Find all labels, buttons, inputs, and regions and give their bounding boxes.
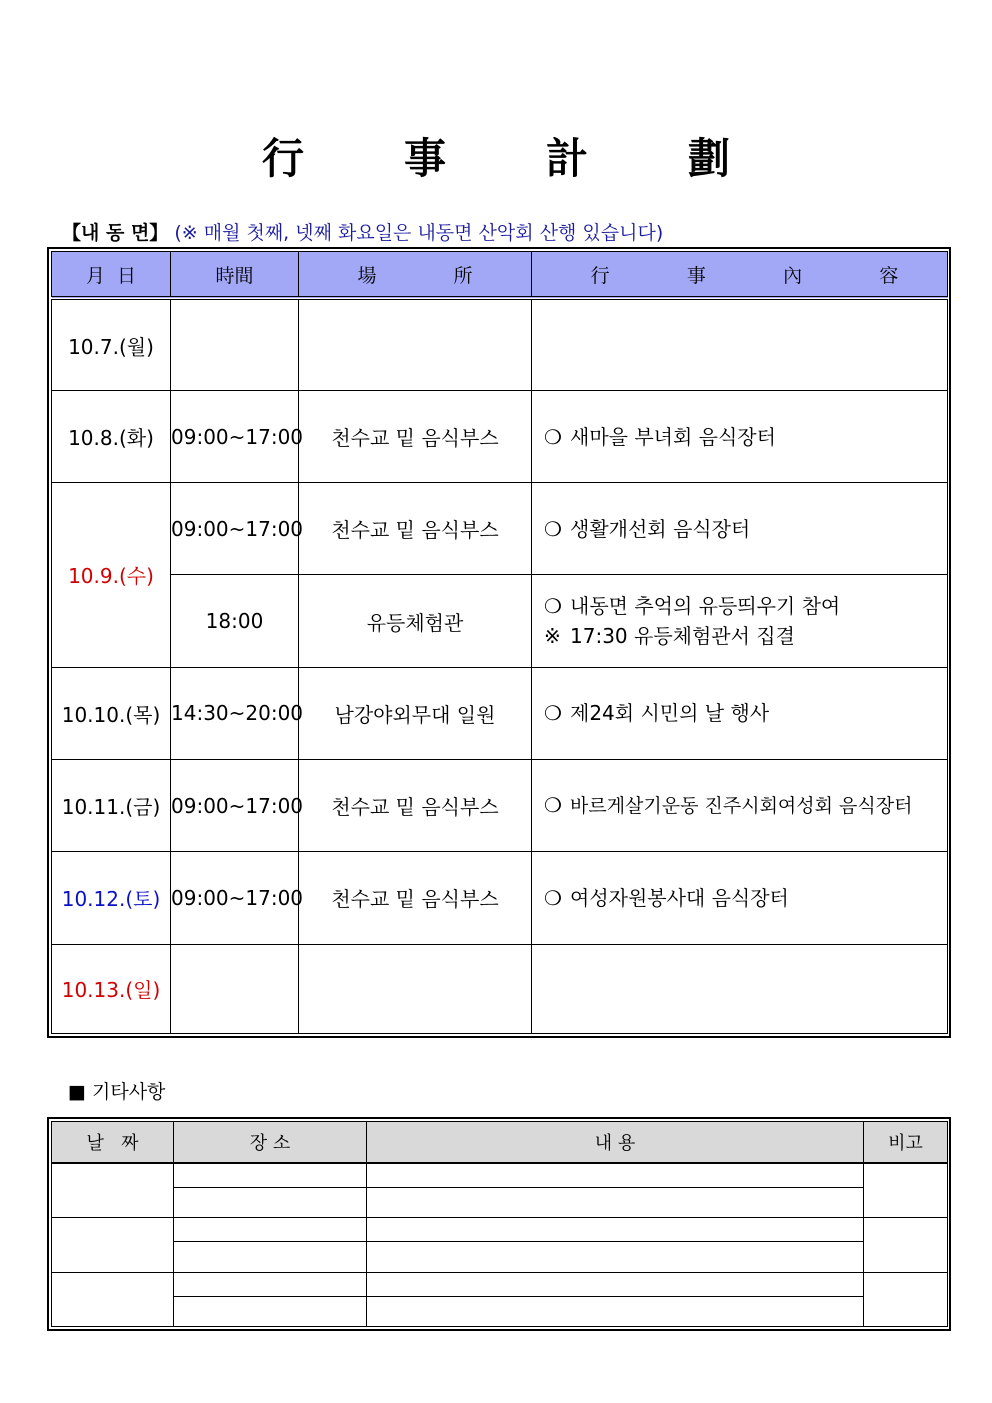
misc-header-note: 비고 xyxy=(864,1122,948,1164)
row-content xyxy=(532,760,948,852)
row-time xyxy=(171,298,299,390)
reference-mark-icon: ※ xyxy=(544,624,561,649)
misc-header-content: 내 용 xyxy=(367,1122,864,1164)
misc-cell-note xyxy=(864,1272,948,1326)
misc-cell-place xyxy=(174,1272,367,1296)
misc-cell-place xyxy=(174,1218,367,1242)
row-place: 유등체험관 xyxy=(299,575,532,667)
title-char: 事 xyxy=(403,134,446,183)
misc-cell-content xyxy=(367,1218,864,1242)
section-note: (※ 매월 첫째, 넷째 화요일은 내동면 산악회 산행 있습니다) xyxy=(174,222,664,244)
title-char: 行 xyxy=(261,134,304,183)
title-char: 劃 xyxy=(688,134,731,183)
misc-header-date: 날 짜 xyxy=(52,1122,174,1164)
row-content xyxy=(532,298,948,390)
table-row xyxy=(52,390,948,482)
table-row xyxy=(52,944,948,1033)
misc-header-row xyxy=(52,1122,948,1164)
row-date: 10.12.(토) xyxy=(52,852,171,944)
schedule-table-frame xyxy=(47,247,951,1038)
table-row xyxy=(52,667,948,759)
circle-bullet-icon: ❍ xyxy=(544,793,562,818)
misc-cell-place xyxy=(174,1242,367,1272)
row-date: 10.10.(목) xyxy=(52,667,171,759)
misc-cell-place xyxy=(174,1296,367,1326)
header-content-char: 事 xyxy=(686,264,706,287)
misc-row xyxy=(52,1218,948,1242)
content-line xyxy=(544,698,947,728)
misc-cell-date xyxy=(52,1218,174,1272)
content-text: 제24회 시민의 날 행사 xyxy=(570,701,770,726)
misc-row xyxy=(52,1296,948,1326)
table-header-row xyxy=(52,252,948,299)
row-time: 09:00~17:00 xyxy=(171,483,299,575)
header-time: 時間 xyxy=(171,252,299,299)
content-line xyxy=(544,514,947,544)
header-place-char: 場 xyxy=(357,264,377,287)
header-place-char: 所 xyxy=(453,264,473,287)
misc-cell-content xyxy=(367,1187,864,1217)
content-text: 여성자원봉사대 음식장터 xyxy=(570,885,789,910)
misc-heading: ■ 기타사항 xyxy=(68,1081,166,1103)
row-date: 10.9.(수) xyxy=(52,483,171,668)
content-line xyxy=(544,621,947,651)
row-time: 09:00~17:00 xyxy=(171,390,299,482)
misc-cell-place xyxy=(174,1187,367,1217)
row-time: 09:00~17:00 xyxy=(171,760,299,852)
misc-table xyxy=(51,1121,948,1327)
row-content xyxy=(532,852,948,944)
content-line xyxy=(544,790,947,821)
circle-bullet-icon: ❍ xyxy=(544,885,562,910)
misc-cell-date xyxy=(52,1272,174,1326)
header-content xyxy=(532,252,948,299)
row-place xyxy=(299,944,532,1033)
circle-bullet-icon: ❍ xyxy=(544,516,562,541)
content-text: 바르게살기운동 진주시회여성회 음식장터 xyxy=(570,795,913,818)
content-line xyxy=(544,422,947,452)
row-time xyxy=(171,944,299,1033)
misc-cell-note xyxy=(864,1218,948,1272)
table-row xyxy=(52,575,948,667)
row-date: 10.7.(월) xyxy=(52,298,171,390)
header-content-char: 行 xyxy=(590,264,610,287)
misc-cell-date xyxy=(52,1163,174,1217)
row-date: 10.8.(화) xyxy=(52,390,171,482)
misc-cell-content xyxy=(367,1272,864,1296)
row-place xyxy=(299,298,532,390)
header-place xyxy=(299,252,532,299)
misc-cell-content xyxy=(367,1242,864,1272)
misc-cell-content xyxy=(367,1296,864,1326)
row-content xyxy=(532,575,948,667)
row-date: 10.13.(일) xyxy=(52,944,171,1033)
row-time: 18:00 xyxy=(171,575,299,667)
header-date-char: 日 xyxy=(116,264,136,287)
content-text: 내동면 추억의 유등띄우기 참여 xyxy=(570,594,841,619)
row-time: 14:30~20:00 xyxy=(171,667,299,759)
misc-cell-content xyxy=(367,1163,864,1187)
misc-row xyxy=(52,1272,948,1296)
row-place: 천수교 밑 음식부스 xyxy=(299,390,532,482)
content-text: 생활개선회 음식장터 xyxy=(570,516,751,541)
table-row xyxy=(52,298,948,390)
circle-bullet-icon: ❍ xyxy=(544,701,562,726)
header-date-char: 月 xyxy=(85,264,105,287)
table-row xyxy=(52,483,948,575)
misc-cell-note xyxy=(864,1163,948,1217)
row-place: 남강야외무대 일원 xyxy=(299,667,532,759)
header-content-char: 容 xyxy=(879,264,899,287)
section-header xyxy=(62,218,663,245)
content-text: 새마을 부녀회 음식장터 xyxy=(570,424,776,449)
misc-header-place: 장 소 xyxy=(174,1122,367,1164)
header-date xyxy=(52,252,171,299)
content-text: 17:30 유등체험관서 집결 xyxy=(570,624,795,649)
row-content xyxy=(532,390,948,482)
row-place: 천수교 밑 음식부스 xyxy=(299,852,532,944)
row-content xyxy=(532,667,948,759)
table-row xyxy=(52,760,948,852)
circle-bullet-icon: ❍ xyxy=(544,594,562,619)
row-content xyxy=(532,944,948,1033)
row-place: 천수교 밑 음식부스 xyxy=(299,483,532,575)
content-line xyxy=(544,591,947,621)
row-place: 천수교 밑 음식부스 xyxy=(299,760,532,852)
misc-cell-place xyxy=(174,1163,367,1187)
misc-table-frame xyxy=(47,1117,951,1331)
section-label: 【내 동 면】 xyxy=(62,222,169,244)
row-date: 10.11.(금) xyxy=(52,760,171,852)
misc-row xyxy=(52,1242,948,1272)
table-row xyxy=(52,852,948,944)
row-time: 09:00~17:00 xyxy=(171,852,299,944)
circle-bullet-icon: ❍ xyxy=(544,424,562,449)
header-content-char: 內 xyxy=(783,264,803,287)
title-char: 計 xyxy=(546,134,589,183)
page-title xyxy=(0,126,992,186)
misc-row xyxy=(52,1163,948,1187)
row-content xyxy=(532,483,948,575)
content-line xyxy=(544,883,947,913)
misc-row xyxy=(52,1187,948,1217)
schedule-table xyxy=(51,251,948,1034)
